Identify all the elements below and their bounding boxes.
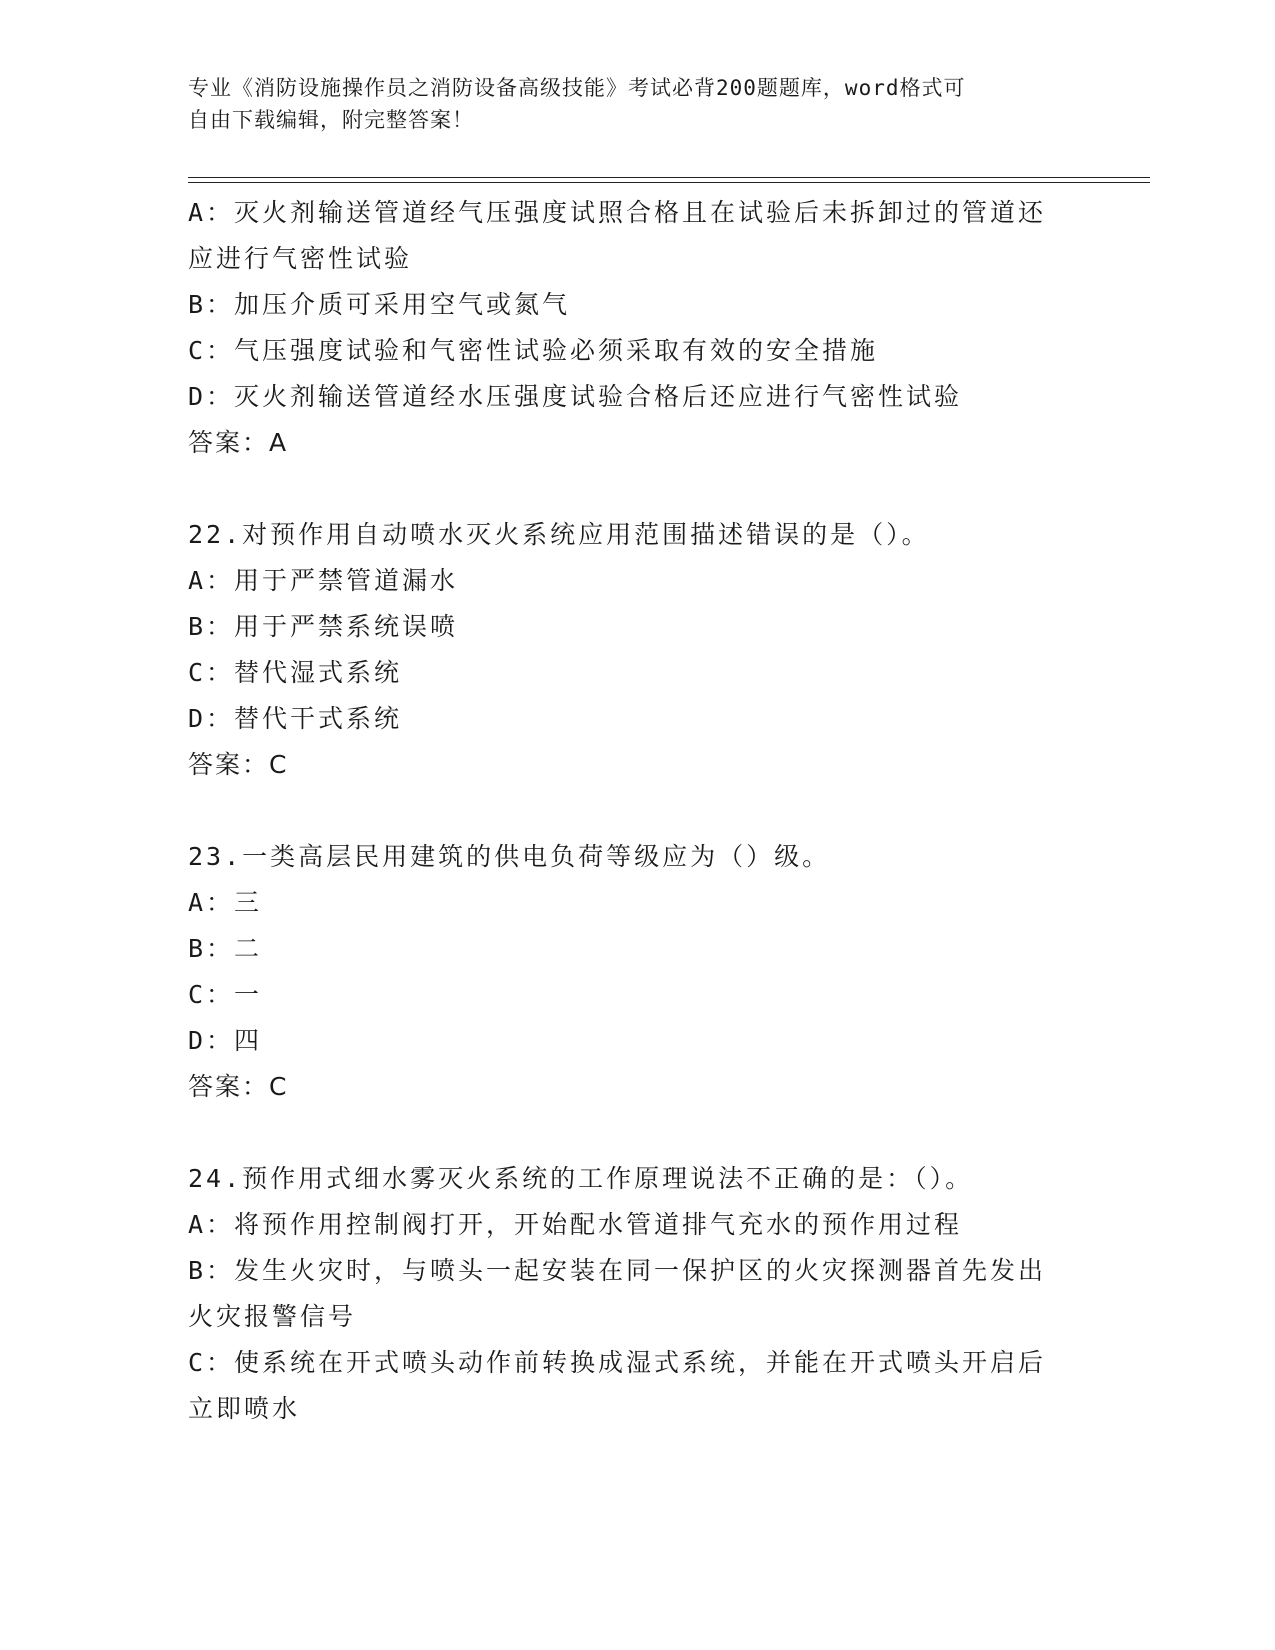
answer-line: 答案：A: [188, 428, 289, 457]
answer-line: 答案：C: [188, 750, 289, 779]
question-stem: 23.一类高层民用建筑的供电负荷等级应为（）级。: [188, 842, 831, 871]
option-a: A：三: [188, 888, 263, 917]
question-block-24: [188, 1156, 1088, 1432]
question-block-21: [188, 190, 1088, 466]
option-b: B：用于严禁系统误喷: [188, 612, 459, 641]
spacer: [188, 788, 1088, 834]
header-divider-bottom: [188, 182, 1150, 183]
option-c-line-2: 立即喷水: [188, 1394, 301, 1423]
option-a: A：用于严禁管道漏水: [188, 566, 459, 595]
question-block-22: [188, 512, 1088, 788]
option-a: A：将预作用控制阀打开，开始配水管道排气充水的预作用过程: [188, 1210, 963, 1239]
spacer: [188, 1110, 1088, 1156]
option-c: C：替代湿式系统: [188, 658, 403, 687]
option-d: D：灭火剂输送管道经水压强度试验合格后还应进行气密性试验: [188, 382, 963, 411]
option-b: B：二: [188, 934, 263, 963]
header-title-line-1: 专业《消防设施操作员之消防设备高级技能》考试必背200题题库，word格式可: [188, 76, 966, 100]
option-c: C：气压强度试验和气密性试验必须采取有效的安全措施: [188, 336, 879, 365]
option-b: B：加压介质可采用空气或氮气: [188, 290, 571, 319]
answer-line: 答案：C: [188, 1072, 289, 1101]
option-b-line-1: B：发生火灾时，与喷头一起安装在同一保护区的火灾探测器首先发出: [188, 1256, 1047, 1285]
question-list: [188, 190, 1088, 1432]
document-header: [188, 72, 1068, 136]
spacer: [188, 466, 1088, 512]
header-title-line-2: 自由下载编辑，附完整答案！: [188, 108, 474, 132]
option-d: D：四: [188, 1026, 263, 1055]
option-d: D：替代干式系统: [188, 704, 403, 733]
question-block-23: [188, 834, 1088, 1110]
option-b-line-2: 火灾报警信号: [188, 1302, 357, 1331]
option-c-line-1: C：使系统在开式喷头动作前转换成湿式系统，并能在开式喷头开启后: [188, 1348, 1047, 1377]
option-a-line-1: A：灭火剂输送管道经气压强度试照合格且在试验后未拆卸过的管道还: [188, 198, 1047, 227]
header-divider-top: [188, 177, 1150, 178]
option-a-line-2: 应进行气密性试验: [188, 244, 413, 273]
option-c: C：一: [188, 980, 263, 1009]
question-stem: 22.对预作用自动喷水灭火系统应用范围描述错误的是（）。: [188, 520, 930, 549]
question-stem: 24.预作用式细水雾灭火系统的工作原理说法不正确的是：（）。: [188, 1164, 974, 1193]
